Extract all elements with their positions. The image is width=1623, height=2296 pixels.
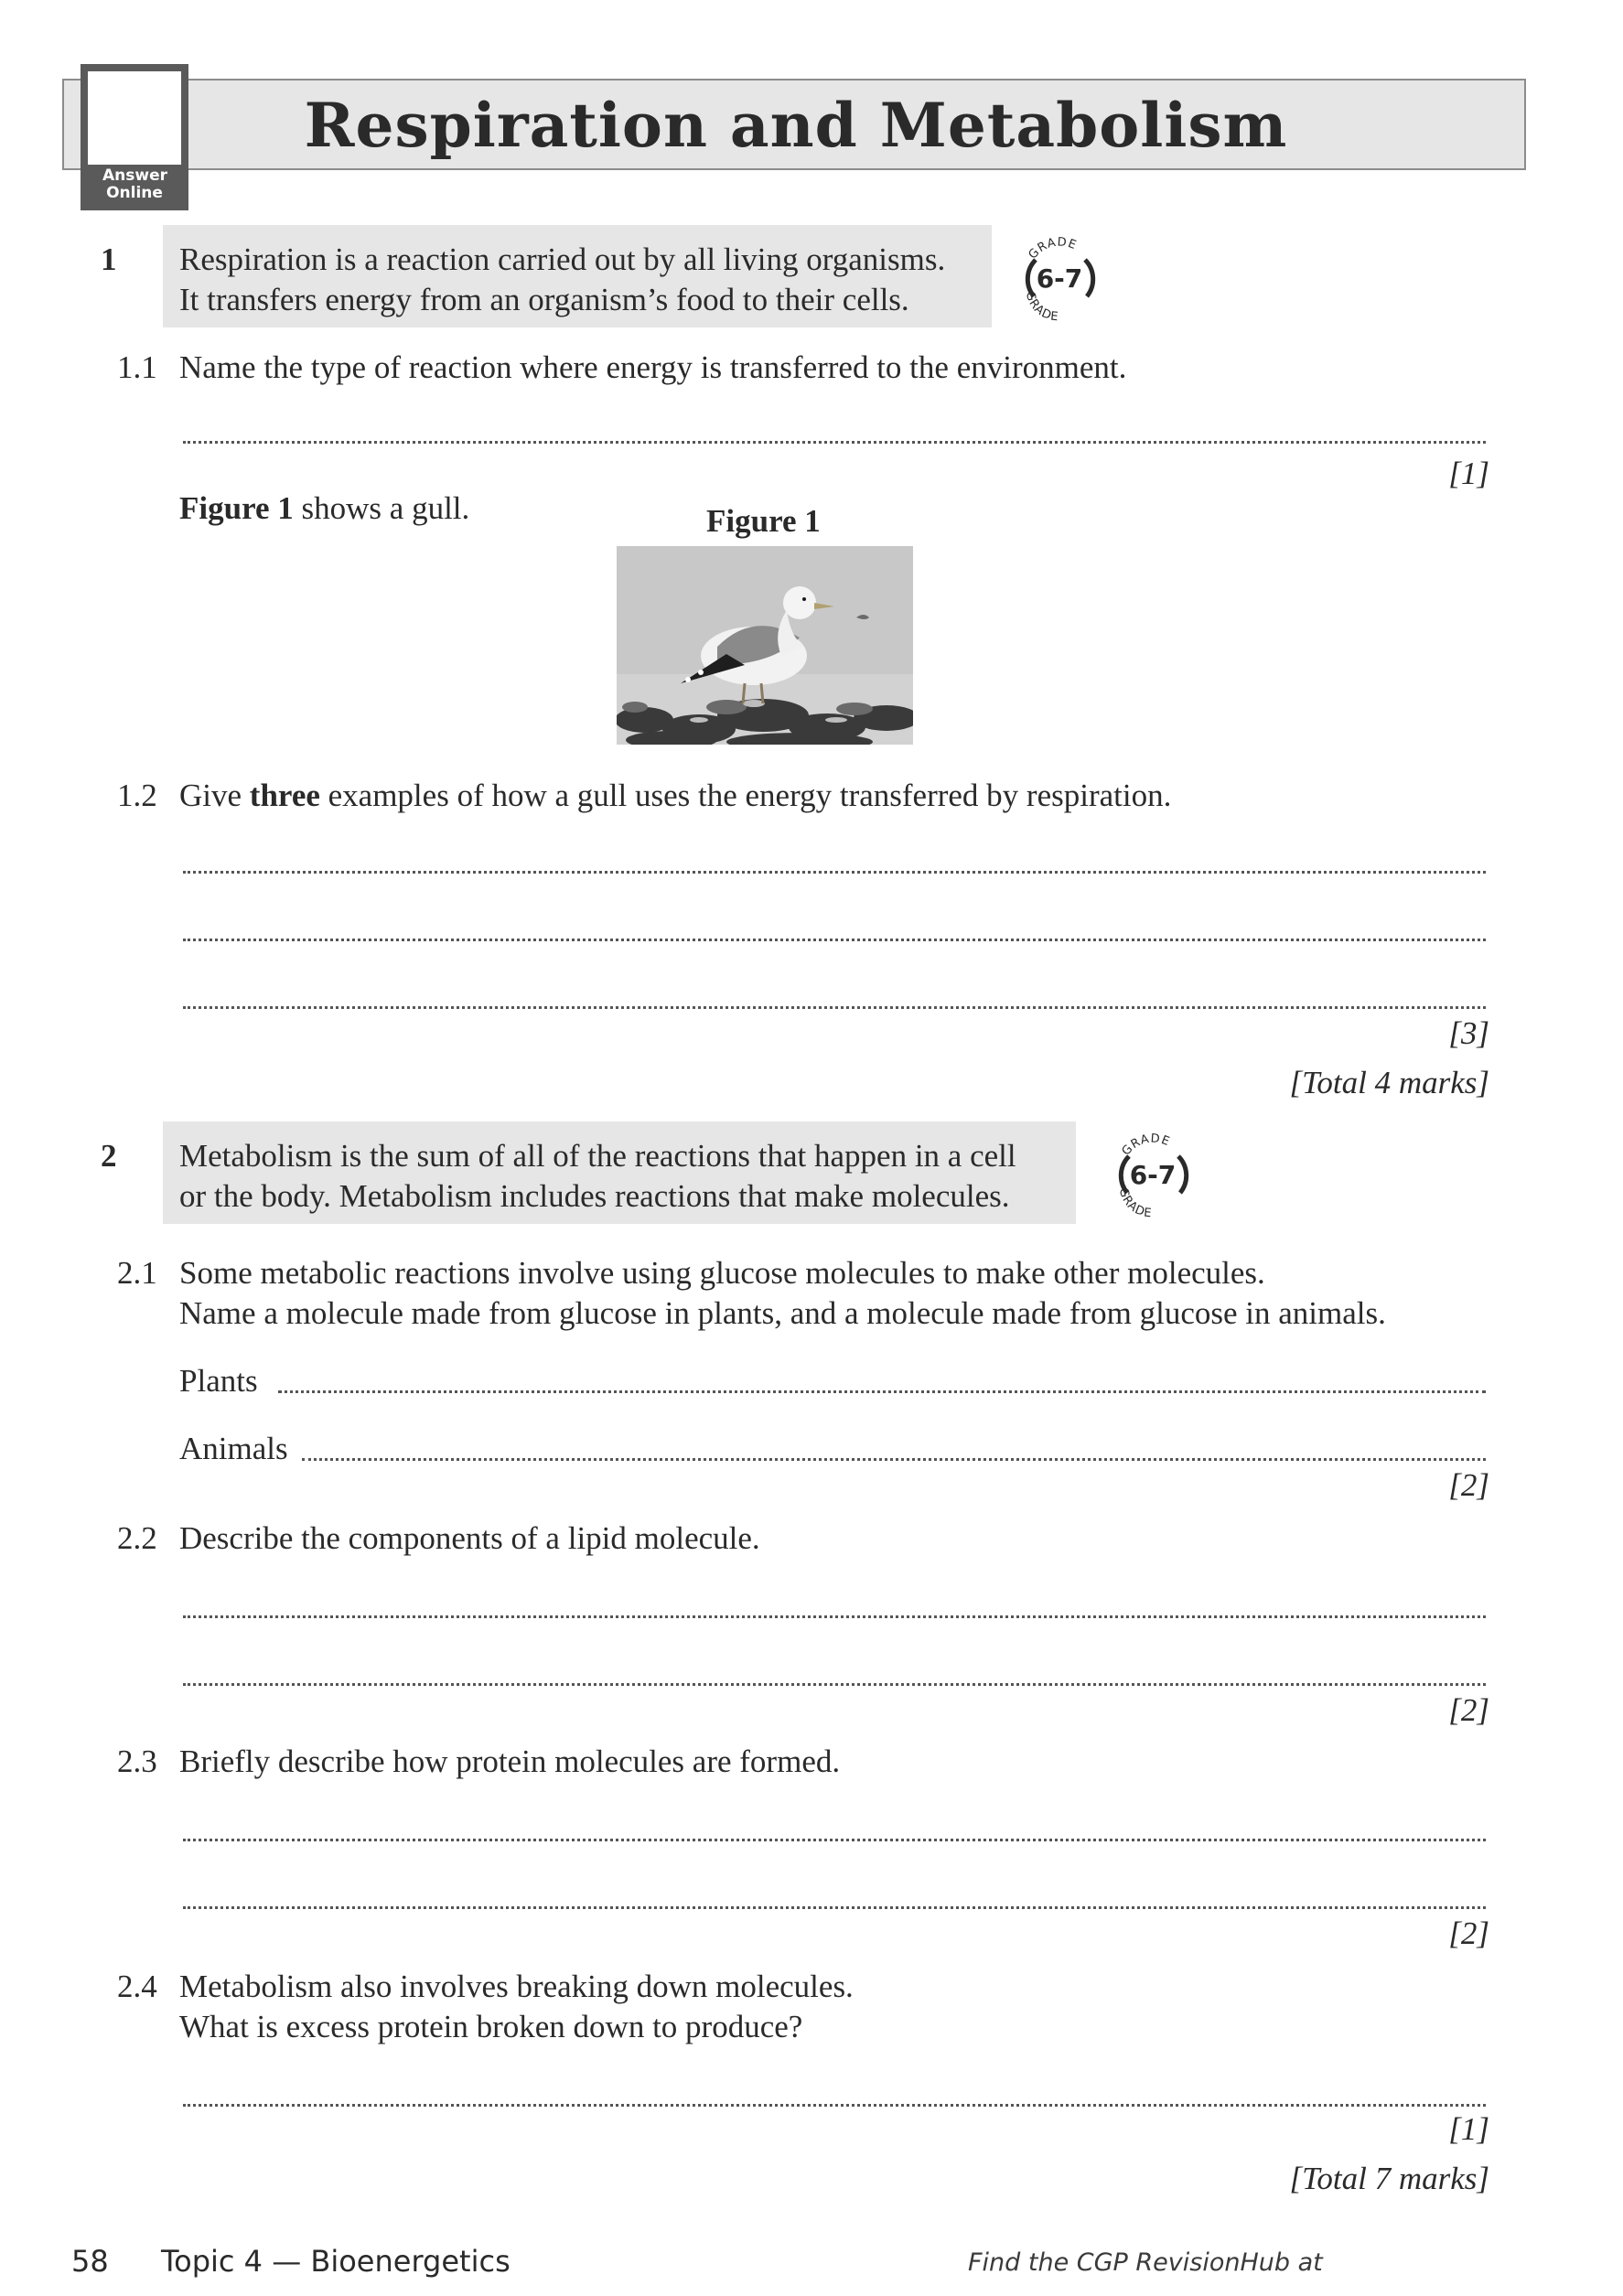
answer-line-2-3-b[interactable] (183, 1906, 1486, 1909)
revisionhub-text: Find the CGP RevisionHub at (968, 2248, 1323, 2277)
answer-line-animals[interactable] (302, 1458, 1486, 1461)
marks-2-1: [2] (1448, 1467, 1489, 1503)
topic-label: Topic 4 — Bioenergetics (161, 2244, 511, 2279)
figure-intro-rest: shows a gull. (293, 490, 470, 526)
question-2-number: 2 (101, 1138, 117, 1174)
grade-badge-icon (1014, 232, 1105, 324)
question-2-4-number: 2.4 (117, 1969, 157, 2004)
answer-line-plants[interactable] (278, 1390, 1486, 1393)
question-1-number: 1 (101, 241, 117, 277)
figure-1-caption: Figure 1 (706, 503, 821, 539)
answer-line-1-2-c[interactable] (183, 1006, 1486, 1009)
svg-text:GRADE (1023, 290, 1059, 324)
question-2-1-line-2: Name a molecule made from glucose in plants, and a molecule made from glucose in animals. (179, 1295, 1386, 1331)
question-2-intro-line-1: Metabolism is the sum of all of the reactions that happen in a cell (179, 1138, 1016, 1174)
page-number: 58 (71, 2244, 109, 2279)
svg-text:GRADE (1116, 1186, 1153, 1220)
question-2-2-number: 2.2 (117, 1520, 157, 1556)
grade-top-text: GRADE (1119, 1132, 1173, 1159)
question-2-intro-line-2: or the body. Metabolism includes reactions that make molecules. (179, 1178, 1010, 1214)
question-2-3-text: Briefly describe how protein molecules are formed. (179, 1743, 841, 1779)
question-2-1-number: 2.1 (117, 1255, 157, 1291)
marks-2-4: [1] (1448, 2111, 1489, 2147)
question-1-intro-line-1: Respiration is a reaction carried out by all living organisms. (179, 241, 946, 277)
answer-checkbox[interactable] (88, 71, 181, 165)
question-2-1-line-1: Some metabolic reactions involve using glucose molecules to make other molecules. (179, 1255, 1265, 1291)
answer-line-2-2-a[interactable] (183, 1615, 1486, 1618)
figure-intro-bold: Figure 1 (179, 490, 294, 526)
q1-2-text-bold: three (249, 778, 320, 813)
grade-bottom-text: GRADE (1022, 290, 1060, 324)
figure-intro (179, 488, 469, 529)
grade-value: 6-7 (1036, 263, 1083, 294)
grade-bottom-text: GRADE (1115, 1186, 1154, 1220)
question-2-3-number: 2.3 (117, 1743, 157, 1779)
q1-2-text-after: examples of how a gull uses the energy transferred by respiration. (319, 778, 1172, 813)
marks-2-2: [2] (1448, 1692, 1489, 1728)
marks-1-1: [1] (1448, 456, 1489, 491)
question-2-2-text: Describe the components of a lipid molecule. (179, 1520, 760, 1556)
svg-text:GRADE (1026, 235, 1079, 262)
total-marks-q1: [Total 4 marks] (1289, 1065, 1489, 1100)
question-1-2-text (179, 776, 1171, 816)
gull-image (617, 546, 913, 745)
animals-label: Animals (179, 1431, 288, 1466)
answer-line-1-2-a[interactable] (183, 871, 1486, 874)
answer-online-button[interactable] (81, 64, 188, 210)
svg-text:GRADE (1120, 1132, 1172, 1158)
total-marks-q2: [Total 7 marks] (1289, 2161, 1489, 2196)
question-1-2-number: 1.2 (117, 778, 157, 813)
answer-line-2-3-a[interactable] (183, 1839, 1486, 1841)
grade-top-text: GRADE (1026, 235, 1080, 263)
question-2-4-line-1: Metabolism also involves breaking down molecules. (179, 1969, 854, 2004)
grade-badge-icon (1107, 1129, 1198, 1220)
plants-label: Plants (179, 1363, 258, 1399)
marks-1-2: [3] (1448, 1015, 1489, 1051)
answer-line-1-1[interactable] (183, 441, 1486, 444)
question-1-intro-line-2: It transfers energy from an organism’s food to their cells. (179, 282, 909, 317)
question-1-1-text: Name the type of reaction where energy is transferred to the environment. (179, 349, 1127, 385)
answer-line-2-4[interactable] (183, 2104, 1486, 2107)
marks-2-3: [2] (1448, 1915, 1489, 1951)
page-title: Respiration and Metabolism (304, 90, 1288, 161)
question-2-4-line-2: What is excess protein broken down to produce? (179, 2009, 803, 2044)
q1-2-text-before: Give (179, 778, 250, 813)
answer-online-label (81, 167, 188, 202)
answer-online-text: Answer Online (102, 166, 167, 202)
question-1-1-number: 1.1 (117, 349, 157, 385)
answer-line-1-2-b[interactable] (183, 939, 1486, 941)
grade-value: 6-7 (1129, 1160, 1177, 1190)
answer-line-2-2-b[interactable] (183, 1683, 1486, 1686)
